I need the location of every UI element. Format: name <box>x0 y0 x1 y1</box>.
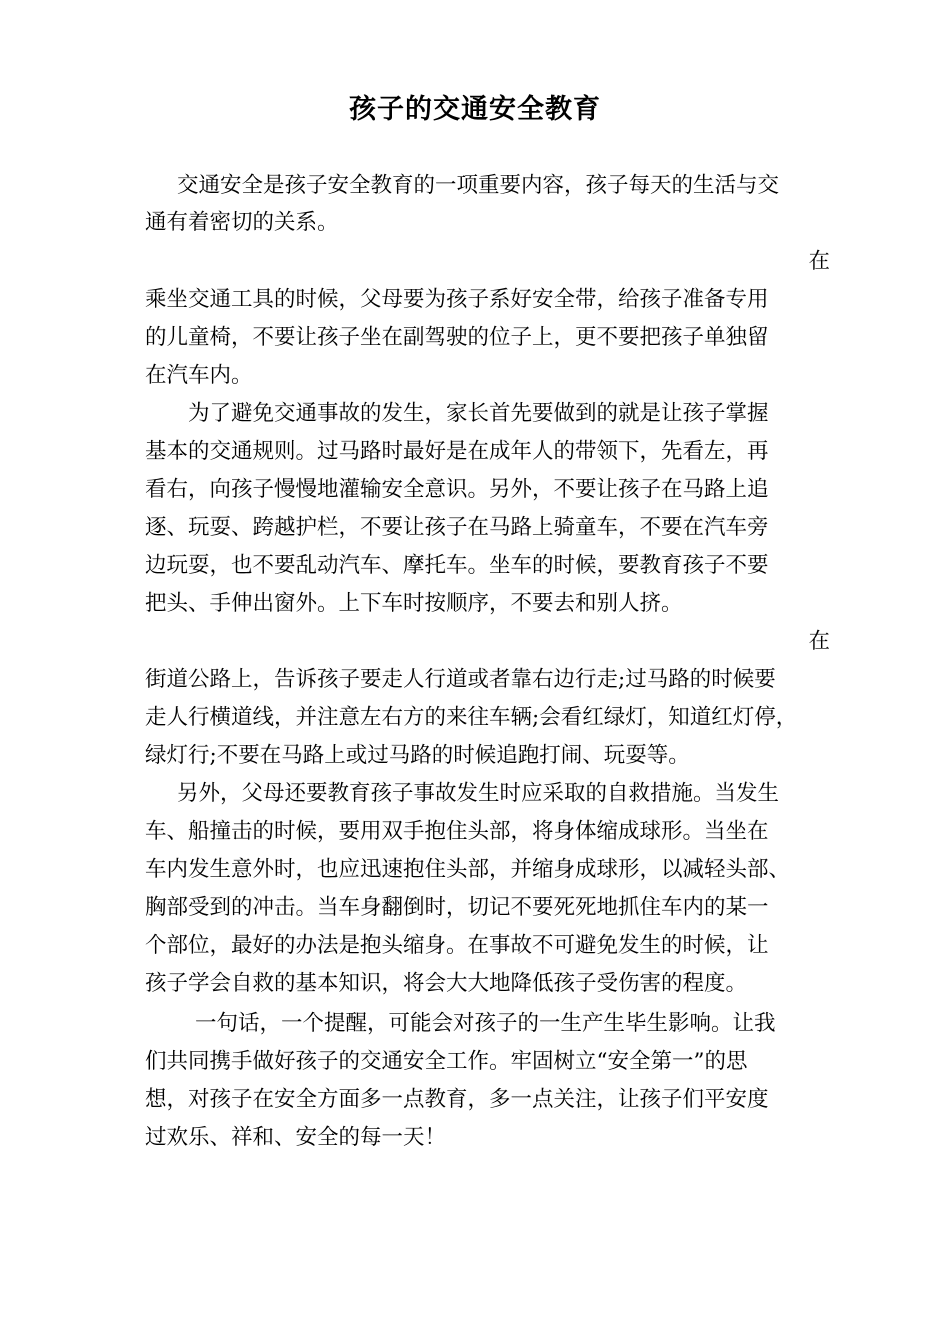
paragraph-line: 的儿童椅，不要让孩子坐在副驾驶的位子上，更不要把孩子单独留 <box>145 325 769 350</box>
paragraph-line: 把头、手伸出窗外。上下车时按顺序，不要去和别人挤。 <box>145 591 683 616</box>
paragraph-line: 在汽车内。 <box>145 363 253 388</box>
paragraph-line: 为了避免交通事故的发生，家长首先要做到的就是让孩子掌握 <box>188 401 769 426</box>
paragraph-line: 乘坐交通工具的时候，父母要为孩子系好安全带，给孩子准备专用 <box>145 287 769 312</box>
paragraph-line: 边玩耍，也不要乱动汽车、摩托车。坐车的时候，要教育孩子不要 <box>145 553 769 578</box>
paragraph-line: 车内发生意外时，也应迅速抱住头部，并缩身成球形，以减轻头部、 <box>145 857 791 882</box>
paragraph-line: 交通安全是孩子安全教育的一项重要内容，孩子每天的生活与交 <box>177 173 780 198</box>
paragraph-line: 在 <box>808 249 830 274</box>
paragraph-line: 另外，父母还要教育孩子事故发生时应采取的自救措施。当发生 <box>177 781 780 806</box>
paragraph-line: 在 <box>808 629 830 654</box>
paragraph-line: 孩子学会自救的基本知识，将会大大地降低孩子受伤害的程度。 <box>145 971 748 996</box>
paragraph-line: 胸部受到的冲击。当车身翻倒时，切记不要死死地抓住车内的某一 <box>145 895 769 920</box>
paragraph-line: 车、船撞击的时候，要用双手抱住头部，将身体缩成球形。当坐在 <box>145 819 769 844</box>
paragraph-line: 走人行横道线，并注意左右方的来往车辆;会看红绿灯，知道红灯停， <box>145 705 798 730</box>
paragraph-line: 绿灯行;不要在马路上或过马路的时候追跑打闹、玩耍等。 <box>145 743 690 768</box>
paragraph-line: 基本的交通规则。过马路时最好是在成年人的带领下，先看左，再 <box>145 439 769 464</box>
paragraph-line: 通有着密切的关系。 <box>145 210 339 235</box>
paragraph-line: 街道公路上，告诉孩子要走人行道或者靠右边行走;过马路的时候要 <box>145 667 776 692</box>
paragraph-line: 个部位，最好的办法是抱头缩身。在事故不可避免发生的时候，让 <box>145 933 769 958</box>
document-title: 孩子的交通安全教育 <box>349 94 601 125</box>
paragraph-line: 逐、玩耍、跨越护栏，不要让孩子在马路上骑童车，不要在汽车旁 <box>145 515 769 540</box>
paragraph-line: 看右，向孩子慢慢地灌输安全意识。另外，不要让孩子在马路上追 <box>145 477 769 502</box>
paragraph-line: 想，对孩子在安全方面多一点教育，多一点关注，让孩子们平安度 <box>145 1087 769 1112</box>
paragraph-line: 过欢乐、祥和、安全的每一天！ <box>145 1125 447 1150</box>
paragraph-line: 一句话，一个提醒，可能会对孩子的一生产生毕生影响。让我 <box>195 1011 776 1036</box>
paragraph-line: 们共同携手做好孩子的交通安全工作。牢固树立“安全第一”的思 <box>145 1049 748 1074</box>
